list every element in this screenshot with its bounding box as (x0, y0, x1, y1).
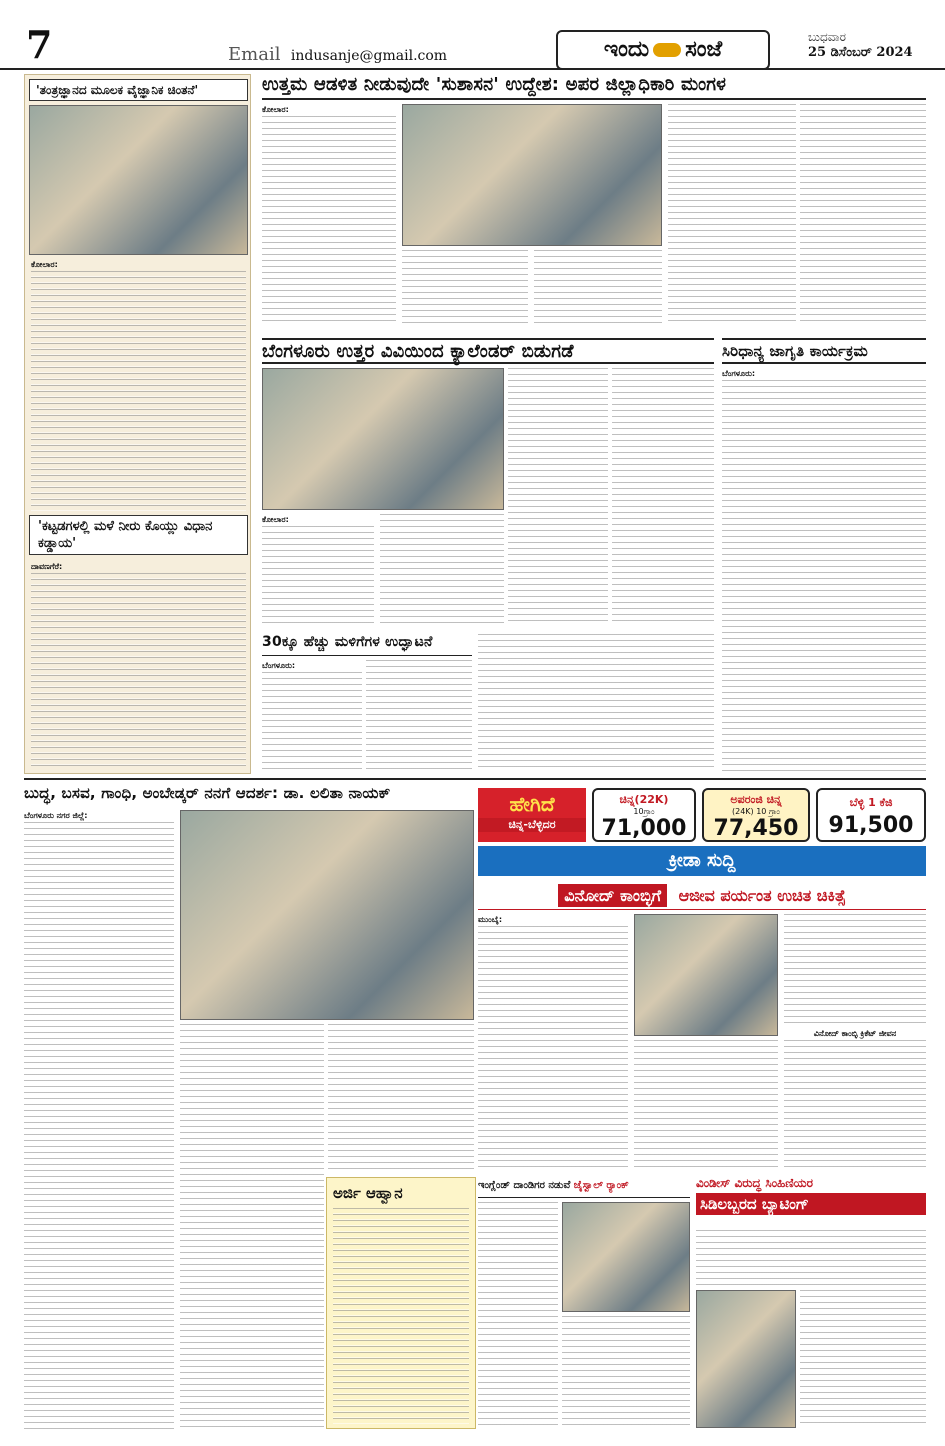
lalitha-col1 (24, 822, 174, 1430)
gold-silver-rates (478, 788, 926, 842)
top-story-header (262, 74, 926, 100)
masthead (0, 0, 945, 70)
calendar-release-photo (262, 368, 504, 510)
shops-story-header (262, 634, 472, 656)
calendar-story-header (262, 338, 714, 364)
newspaper-logo (556, 30, 770, 70)
email-label: Email (228, 44, 281, 65)
lalitha-story-lead: ಬೆಂಗಳೂರು ನಗರ ಜಿಲ್ಲೆ: (24, 811, 88, 820)
date: 25 ಡಿಸೆಂಬರ್ 2024 (808, 45, 913, 60)
shops-story-headline: 30ಕ್ಕೂ ಹೆಚ್ಚು ಮಳಿಗೆಗಳ ಉದ್ಘಾಟನೆ (262, 634, 433, 650)
gold22-unit: 10ಗ್ರಾಂ (633, 807, 655, 816)
england-headline-part2: ಜೈಸ್ವಾಲ್ ರ್‍ಯಾಂಕ್ (573, 1180, 629, 1191)
rates-label-top: ಹೇಗಿದೆ (509, 792, 555, 816)
felicitation-photo (180, 810, 474, 1020)
left-lead-1: ಕೋಲಾರ: (31, 260, 58, 269)
top-story-col3 (534, 250, 662, 326)
gold24-unit: (24K) 10 ಗ್ರಾಂ (732, 807, 780, 816)
logo-sun-icon (653, 43, 681, 57)
gold22-rate (592, 788, 696, 842)
rates-label-bottom: ಚಿನ್ನ-ಬೆಳ್ಳಿದರ (478, 818, 586, 832)
top-story-lead-line (262, 104, 396, 115)
left-lead-2-line (31, 561, 246, 572)
kambli-col1 (478, 926, 628, 1170)
kambli-col3 (784, 914, 926, 1024)
dateblock (808, 30, 913, 60)
rates-label (478, 788, 586, 842)
windies-col-bottom (800, 1290, 926, 1428)
shops-lead-line (262, 660, 362, 671)
gold24-rate (702, 788, 810, 842)
gold24-value: 77,450 (713, 816, 799, 841)
windies-col-top (696, 1230, 926, 1286)
windies-headline-part2: ಸಿಡಿಲಬ್ಬರದ ಬ್ಯಾಟಿಂಗ್ (696, 1193, 926, 1215)
kambli-col2 (634, 1040, 778, 1170)
lalitha-col3 (328, 1024, 474, 1172)
sports-section-bar: ಕ್ರೀಡಾ ಸುದ್ದಿ (478, 846, 926, 876)
cricketers-photo (562, 1202, 690, 1312)
left-story-2-text (31, 573, 246, 769)
england-col1 (478, 1202, 558, 1428)
top-story-col2 (402, 250, 528, 326)
arji-box (326, 1177, 476, 1429)
england-col2 (562, 1316, 690, 1428)
email-line (228, 44, 447, 65)
lalitha-story-header (24, 784, 474, 806)
top-story-col5 (800, 104, 926, 326)
calendar-story-headline: ಬೆಂಗಳೂರು ಉತ್ತರ ವಿವಿಯಿಂದ ಕ್ಯಾಲೆಂಡರ್ ಬಿಡುಗಡೆ (262, 341, 574, 362)
millet-story-headline: ಸಿರಿಧಾನ್ಯ ಜಾಗೃತಿ ಕಾರ್ಯಕ್ರಮ (722, 342, 869, 360)
page-number: 7 (26, 22, 53, 67)
gold22-value: 71,000 (601, 816, 687, 841)
sushasana-photo (402, 104, 662, 246)
arji-headline: ಅರ್ಜಿ ಆಹ್ವಾನ (333, 1184, 403, 1202)
silver-title: ಬೆಳ್ಳಿ 1 ಕೆಜಿ (849, 796, 893, 809)
lalitha-col2 (180, 1024, 324, 1430)
kambli-headline-part1: ವಿನೋದ್ ಕಾಂಬ್ಳಿಗೆ (558, 884, 667, 907)
windies-headline (696, 1176, 926, 1226)
calendar-story-lead: ಕೋಲಾರ: (262, 515, 289, 524)
arji-text (333, 1208, 469, 1424)
calendar-col4 (612, 368, 714, 626)
logo-right: ಸಂಜೆ (685, 37, 723, 62)
calendar-lead-line (262, 514, 374, 525)
shops-col1 (262, 672, 362, 772)
top-story-lead: ಕೋಲಾರ: (262, 105, 289, 114)
left-story-1-text (31, 271, 246, 511)
silver-rate (816, 788, 926, 842)
gold22-title: ಚಿನ್ನ(22K) (619, 793, 669, 806)
kambli-lead: ಮುಂಬೈ: (478, 915, 503, 924)
left-lead-2: ದಾವಣಗೆರೆ: (31, 562, 63, 571)
day: ಬುಧವಾರ (808, 30, 846, 44)
england-headline (478, 1176, 690, 1198)
section-divider (24, 778, 926, 780)
kambli-lead-line (478, 914, 628, 925)
kambli-headline (478, 882, 926, 910)
kambli-headline-part2: ಆಜೀವ ಪರ್ಯಂತ ಉಚಿತ ಚಿಕಿತ್ಸೆ (678, 886, 846, 905)
ribbon-cutting-photo (29, 105, 248, 255)
logo-left: ಇಂದು (603, 37, 650, 62)
top-story-col1 (262, 116, 396, 326)
shops-story-lead: ಬೆಂಗಳೂರು: (262, 661, 296, 670)
left-headline-1: 'ತಂತ್ರಜ್ಞಾನದ ಮೂಲಕ ವೈಜ್ಞಾನಿಕ ಚಿಂತನೆ' (29, 79, 248, 101)
left-lead-1-line (31, 259, 246, 270)
millet-story-text (722, 380, 926, 772)
lalitha-story-headline: ಬುದ್ಧ, ಬಸವ, ಗಾಂಧಿ, ಅಂಬೇಡ್ಕರ್ ನನಗೆ ಆದರ್ಶ: ಡಾ. ಲಲಿತಾ ನಾಯಕ್ (24, 784, 391, 802)
windies-headline-part1: ವಿಂಡೀಸ್ ವಿರುದ್ಧ ಸಿಂಹಿಣಿಯರ (696, 1176, 813, 1190)
millet-lead-line (722, 368, 926, 379)
millet-story-lead: ಬೆಂಗಳೂರು: (722, 369, 756, 378)
top-story-col4 (668, 104, 796, 326)
calendar-col3 (508, 368, 608, 626)
calendar-col2 (380, 514, 504, 626)
calendar-col1 (262, 526, 374, 626)
left-headline-2: 'ಕಟ್ಟಡಗಳಲ್ಲಿ ಮಳೆ ನೀರು ಕೊಯ್ಲು ವಿಧಾನ ಕಡ್ಡಾಯ' (29, 515, 248, 555)
lalitha-lead-line (24, 810, 174, 821)
millet-story-header (722, 338, 926, 364)
calendar-continued-text (478, 634, 714, 772)
silver-value: 91,500 (828, 813, 914, 838)
kambli-subhead-line (784, 1028, 926, 1039)
windies-players-photo (696, 1290, 796, 1428)
left-column-stories (24, 74, 251, 774)
kambli-subhead: ವಿನೋದ್ ಕಾಂಬ್ಳಿ ಕ್ರಿಕೆಟ್ ಜೀವನ (813, 1029, 897, 1038)
top-story-headline: ಉತ್ತಮ ಆಡಳಿತ ನೀಡುವುದೇ 'ಸುಶಾಸನ' ಉದ್ದೇಶ: ಅಪರ ಜಿಲ್ಲಾಧಿಕಾರಿ ಮಂಗಳ (262, 74, 727, 95)
shops-col2 (366, 660, 472, 772)
kambli-col4 (784, 1040, 926, 1170)
gold24-title: ಅಪರಂಜಿ ಚಿನ್ನ (730, 793, 782, 806)
kambli-photo (634, 914, 778, 1036)
email-address[interactable]: indusanje@gmail.com (290, 48, 448, 64)
england-headline-part1: ಇಂಗ್ಲೆಂಡ್ ದಾಂಡಿಗರ ನಡುವೆ (478, 1180, 571, 1191)
